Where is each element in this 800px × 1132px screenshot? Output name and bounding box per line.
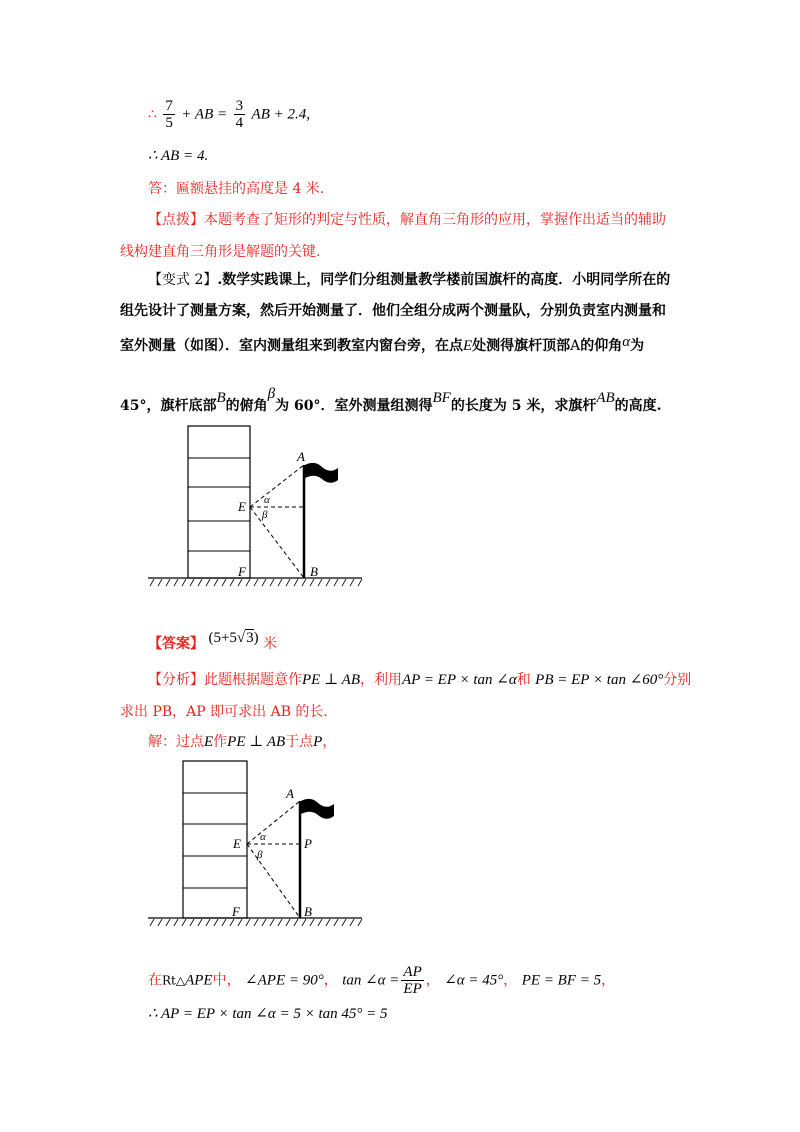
answer-unit: 米: [263, 636, 278, 652]
problem-line-2: 组先设计了测量方案，然后开始测量了．他们全组分成两个测量队，分别负责室内测量和: [120, 303, 666, 319]
label-e: E: [233, 836, 241, 851]
label-a: A: [286, 786, 294, 801]
problem-line-1: 【变式 2】.数学实践课上，同学们分组测量教学楼前国旗杆的高度．小明同学所在的: [148, 272, 671, 288]
label-b: B: [304, 904, 312, 919]
label-b: B: [310, 564, 318, 579]
label-beta: β: [257, 849, 263, 861]
problem-tag: 【变式 2】: [148, 272, 218, 288]
analysis-line-1: 【分析】此题根据题意作PE ⊥ AB，利用AP = EP × tan ∠α和 PB = EP × tan ∠60°分别: [148, 672, 692, 688]
flag: [301, 799, 334, 819]
label-f: F: [232, 904, 240, 919]
label-f: F: [238, 564, 246, 579]
answer-value: (5+5√3): [208, 630, 259, 646]
figure-2-diagram: [140, 756, 370, 936]
problem-line-4: 45°，旗杆底部B的俯角β为 60°．室外测量组测得BF的长度为 5 米，求旗杆AB的高度.: [120, 386, 662, 414]
ground-hatching: [150, 919, 362, 926]
fraction-3-4: $\frac{3}{4}$: [235, 98, 244, 131]
analysis-line-2: 求出 PB，AP 即可求出 AB 的长.: [120, 704, 328, 720]
flag: [305, 463, 338, 483]
sight-line-to-b: [247, 844, 300, 918]
step-2-result: ∴ AB = 4.: [148, 148, 209, 164]
label-alpha: α: [264, 494, 270, 506]
problem-line-3: 室外测量（如图）．室内测量组来到教室内窗台旁，在点E处测得旗杆顶部A的仰角α为: [120, 334, 645, 354]
figure-1-diagram: [140, 420, 370, 600]
answer-line: [148, 628, 277, 654]
fraction-7-5: $\frac{7}{5}$: [165, 98, 173, 131]
comment-line-1: 【点拨】本题考查了矩形的判定与性质，解直角三角形的应用，掌握作出适当的辅助: [148, 212, 666, 228]
relations-line: 在Rt△APE中， ∠APE = 90°， tan ∠α = $\frac{AP}{EP}$ ， ∠α = 45°， PE = BF = 5，: [148, 964, 616, 997]
fraction-ap-ep: $\frac{AP}{EP}$: [403, 964, 422, 997]
label-alpha: α: [260, 831, 266, 843]
answer-statement: 答：匾额悬挂的高度是 4 米.: [148, 181, 325, 197]
comment-line-2: 线构建直角三角形是解题的关键.: [120, 244, 321, 260]
analysis-tag: 【分析】: [148, 672, 204, 688]
sight-line-to-a: [247, 801, 300, 844]
solution-line: 解：过点E作PE ⊥ AB于点P，: [148, 734, 337, 750]
ground-hatching: [150, 579, 362, 586]
conclusion-line: ∴ AP = EP × tan ∠α = 5 × tan 45° = 5: [148, 1006, 388, 1022]
step-1-equation: ∴ $\frac{7}{5}$ + AB = $\frac{3}{4}$ AB + 2.4,: [148, 98, 310, 131]
label-p: P: [304, 836, 312, 851]
label-beta: β: [262, 509, 268, 521]
sight-line-to-a: [250, 465, 304, 507]
sight-line-to-b: [250, 507, 304, 578]
label-e: E: [238, 499, 246, 514]
therefore-symbol: ∴: [148, 106, 157, 123]
comment-tag: 【点拨】: [148, 212, 204, 228]
answer-tag: 【答案】: [148, 636, 204, 652]
label-a: A: [297, 449, 305, 464]
